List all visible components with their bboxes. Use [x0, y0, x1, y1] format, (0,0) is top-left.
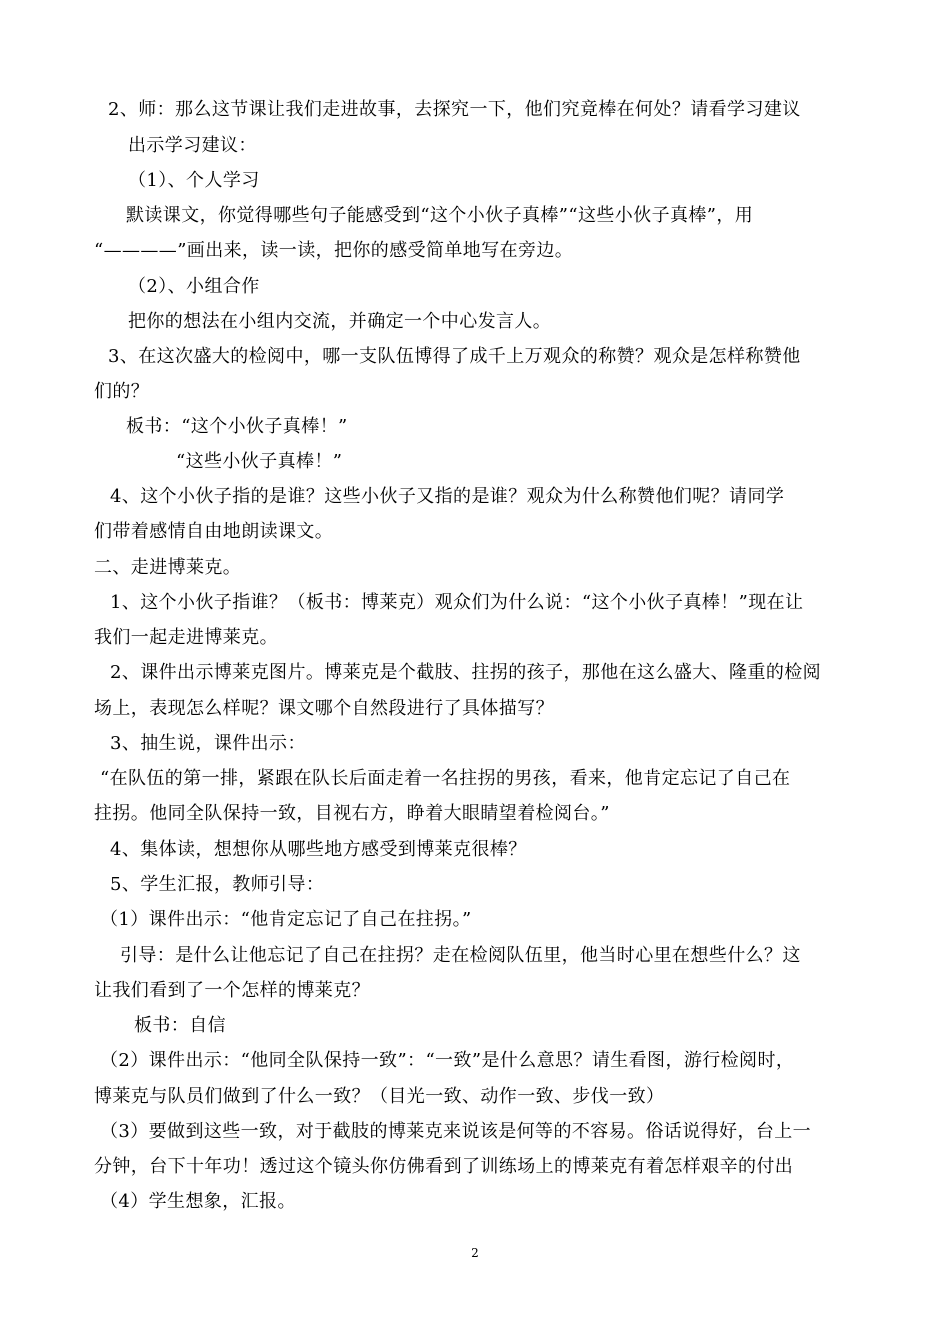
text-line: 分钟，台下十年功！透过这个镜头你仿佛看到了训练场上的博莱克有着怎样艰辛的付出 — [94, 1156, 794, 1177]
text-line: “这些小伙子真棒！” — [176, 451, 343, 472]
text-line: 场上，表现怎么样呢？课文哪个自然段进行了具体描写？ — [94, 698, 554, 719]
text-line: 拄拐。他同全队保持一致，目视右方，睁着大眼睛望着检阅台。” — [94, 803, 610, 824]
text-line: 让我们看到了一个怎样的博莱克？ — [94, 980, 370, 1001]
section-heading: 二、走进博莱克。 — [94, 557, 242, 578]
text-line: （3）要做到这些一致，对于截肢的博莱克来说该是何等的不容易。俗话说得好，台上一 — [100, 1121, 812, 1142]
text-line: 出示学习建议： — [128, 135, 257, 156]
text-line: 默读课文，你觉得哪些句子能感受到“这个小伙子真棒”“这些小伙子真棒”，用 — [126, 205, 754, 226]
text-line: （2）、小组合作 — [128, 276, 260, 297]
text-line: “————”画出来，读一读，把你的感受简单地写在旁边。 — [94, 240, 574, 261]
text-line: 4、这个小伙子指的是谁？这些小伙子又指的是谁？观众为什么称赞他们呢？请同学 — [110, 486, 785, 507]
text-line: 我们一起走进博莱克。 — [94, 627, 278, 648]
text-line: 5、学生汇报，教师引导： — [110, 874, 325, 895]
text-line: 1、这个小伙子指谁？（板书：博莱克）观众们为什么说：“这个小伙子真棒！”现在让 — [110, 592, 804, 613]
text-line: 把你的想法在小组内交流，并确定一个中心发言人。 — [128, 311, 552, 332]
text-line: 板书：自信 — [134, 1015, 226, 1036]
text-line: 引导：是什么让他忘记了自己在拄拐？走在检阅队伍里，他当时心里在想些什么？这 — [120, 945, 801, 966]
text-line: （4）学生想象，汇报。 — [100, 1191, 296, 1212]
text-line: 2、师：那么这节课让我们走进故事，去探究一下，他们究竟棒在何处？请看学习建议 — [108, 99, 801, 120]
text-line: 3、抽生说，课件出示： — [110, 733, 306, 754]
text-line: 博莱克与队员们做到了什么一致？（目光一致、动作一致、步伐一致） — [94, 1086, 665, 1107]
text-line: 2、课件出示博莱克图片。博莱克是个截肢、拄拐的孩子，那他在这么盛大、隆重的检阅 — [110, 662, 822, 683]
text-line: 3、在这次盛大的检阅中，哪一支队伍博得了成千上万观众的称赞？观众是怎样称赞他 — [108, 346, 801, 367]
text-line: （1）课件出示：“他肯定忘记了自己在拄拐。” — [100, 909, 472, 930]
text-line: 们带着感情自由地朗读课文。 — [94, 521, 334, 542]
text-line: 4、集体读，想想你从哪些地方感受到博莱克很棒？ — [110, 839, 527, 860]
text-line: “在队伍的第一排，紧跟在队长后面走着一名拄拐的男孩，看来，他肯定忘记了自己在 — [100, 768, 791, 789]
text-line: 们的？ — [94, 381, 150, 402]
page-number: 2 — [471, 1246, 479, 1260]
text-line: （2）课件出示：“他同全队保持一致”：“一致”是什么意思？请生看图，游行检阅时， — [100, 1050, 795, 1071]
text-line: 板书：“这个小伙子真棒！” — [126, 416, 348, 437]
text-line: （1）、个人学习 — [128, 170, 260, 191]
